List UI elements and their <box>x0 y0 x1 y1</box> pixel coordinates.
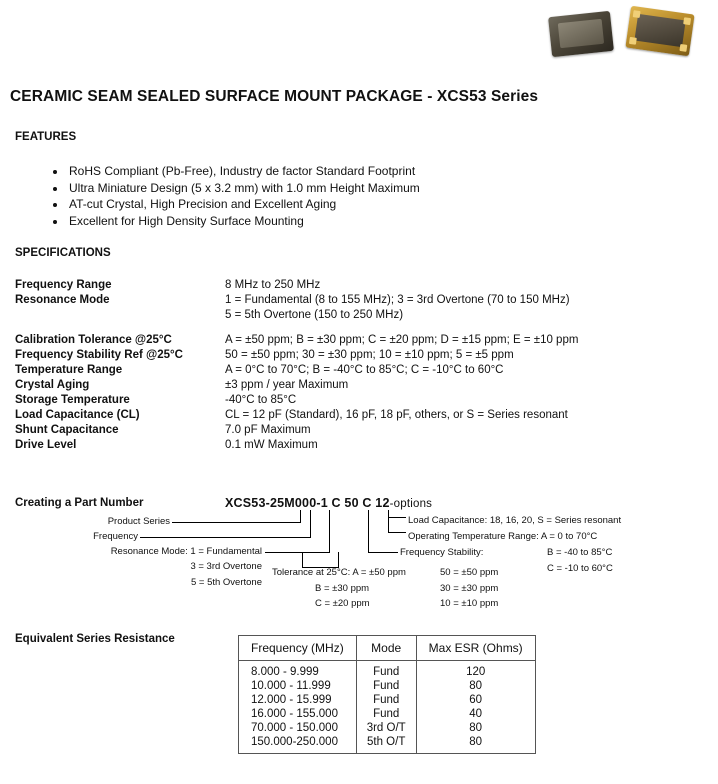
spec-label: Load Capacitance (CL) <box>15 409 140 421</box>
cell-frequency: 10.000 - 11.999 <box>239 679 357 693</box>
leader-line <box>388 532 406 533</box>
cell-esr: 80 <box>416 735 535 754</box>
spec-row <box>15 378 705 393</box>
leader-line <box>140 537 310 538</box>
pn-label-load-capacitance: Load Capacitance: 18, 16, 20, S = Series resonant <box>408 515 622 526</box>
list-item: • Ultra Miniature Design (5 x 3.2 mm) with 1.0 mm Height Maximum <box>67 180 420 197</box>
cell-esr: 80 <box>416 721 535 735</box>
leader-line <box>388 517 406 518</box>
leader-line <box>368 552 398 553</box>
cell-mode: 5th O/T <box>356 735 416 754</box>
pn-label-tolerance-c: C = ±20 ppm <box>315 598 370 609</box>
package-lid <box>634 14 685 47</box>
cell-frequency: 16.000 - 155.000 <box>239 707 357 721</box>
esr-heading: Equivalent Series Resistance <box>15 633 175 645</box>
spec-row <box>15 438 705 453</box>
spec-value: 8 MHz to 250 MHz <box>225 279 321 291</box>
leader-line <box>310 510 311 538</box>
specifications-table <box>15 278 705 453</box>
spec-label: Calibration Tolerance @25°C <box>15 334 172 346</box>
spec-row <box>15 333 705 348</box>
table-row <box>239 679 536 693</box>
pn-label-temperature-c: C = -10 to 60°C <box>547 563 613 574</box>
table-row <box>239 735 536 754</box>
spec-label: Shunt Capacitance <box>15 424 119 436</box>
features-list <box>45 163 420 229</box>
column-header-max-esr: Max ESR (Ohms) <box>416 636 535 661</box>
spec-row <box>15 278 705 293</box>
pn-label-temperature: Operating Temperature Range: A = 0 to 70°C <box>408 531 598 542</box>
spec-row <box>15 308 705 323</box>
cell-mode: Fund <box>356 707 416 721</box>
spec-value: CL = 12 pF (Standard), 16 pF, 18 pF, others, or S = Series resonant <box>225 409 568 421</box>
part-number-options: -options <box>389 498 433 510</box>
solder-pad <box>633 10 641 18</box>
spec-label: Resonance Mode <box>15 294 110 306</box>
list-item: • AT-cut Crystal, High Precision and Excellent Aging <box>67 196 420 213</box>
spec-value: A = 0°C to 70°C; B = -40°C to 85°C; C = -10°C to 60°C <box>225 364 504 376</box>
solder-pad <box>683 17 691 25</box>
cell-frequency: 8.000 - 9.999 <box>239 661 357 680</box>
cell-mode: Fund <box>356 661 416 680</box>
part-number-heading: Creating a Part Number <box>15 497 144 509</box>
pn-label-frequency: Frequency <box>93 531 138 542</box>
pn-label-resonance-3rd: 3 = 3rd Overtone <box>190 561 262 572</box>
specifications-heading: SPECIFICATIONS <box>15 247 111 259</box>
cell-mode: Fund <box>356 693 416 707</box>
pn-label-tolerance-b: B = ±30 ppm <box>315 583 370 594</box>
spec-value: 50 = ±50 ppm; 30 = ±30 ppm; 10 = ±10 ppm; 5 = ±5 ppm <box>225 349 514 361</box>
cell-frequency: 12.000 - 15.999 <box>239 693 357 707</box>
solder-pad <box>679 44 687 52</box>
pn-label-tolerance: Tolerance at 25°C: A = ±50 ppm <box>272 567 406 578</box>
cell-frequency: 150.000-250.000 <box>239 735 357 754</box>
spec-value: A = ±50 ppm; B = ±30 ppm; C = ±20 ppm; D = ±15 ppm; E = ±10 ppm <box>225 334 579 346</box>
spec-value: 5 = 5th Overtone (150 to 250 MHz) <box>225 309 404 321</box>
spec-row <box>15 423 705 438</box>
spacer <box>15 323 705 333</box>
leader-line <box>300 510 301 523</box>
cell-esr: 60 <box>416 693 535 707</box>
spec-label: Storage Temperature <box>15 394 130 406</box>
pn-label-resonance-5th: 5 = 5th Overtone <box>190 577 262 588</box>
pn-label-temperature-b: B = -40 to 85°C <box>547 547 613 558</box>
spec-row <box>15 293 705 308</box>
pn-label-product-series: Product Series <box>107 516 170 527</box>
pn-label-stability-10: 10 = ±10 ppm <box>440 598 499 609</box>
leader-line <box>368 510 369 553</box>
spec-label: Frequency Stability Ref @25°C <box>15 349 183 361</box>
column-header-frequency: Frequency (MHz) <box>239 636 357 661</box>
pn-label-stability: Frequency Stability: <box>400 547 484 558</box>
cell-frequency: 70.000 - 150.000 <box>239 721 357 735</box>
spec-label: Crystal Aging <box>15 379 90 391</box>
table-row <box>239 693 536 707</box>
table-row <box>239 707 536 721</box>
list-item: • RoHS Compliant (Pb-Free), Industry de factor Standard Footprint <box>67 163 420 180</box>
table-row <box>239 661 536 680</box>
pn-label-stability-50: 50 = ±50 ppm <box>440 567 499 578</box>
cell-esr: 80 <box>416 679 535 693</box>
table-row <box>239 721 536 735</box>
features-heading: FEATURES <box>15 131 77 143</box>
esr-table <box>238 635 536 754</box>
part-number-value: XCS53-25M000-1 C 50 C 12 <box>225 496 390 510</box>
pn-label-stability-30: 30 = ±30 ppm <box>440 583 499 594</box>
table-header-row <box>239 636 536 661</box>
leader-line <box>329 510 330 553</box>
spec-row <box>15 363 705 378</box>
spec-value: -40°C to 85°C <box>225 394 297 406</box>
crystal-package-photo-dark <box>548 11 614 57</box>
spec-value: ±3 ppm / year Maximum <box>225 379 349 391</box>
spec-row <box>15 393 705 408</box>
cell-mode: 3rd O/T <box>356 721 416 735</box>
spec-label <box>15 308 225 323</box>
crystal-package-photo-gold <box>625 6 694 56</box>
cell-esr: 120 <box>416 661 535 680</box>
spec-row <box>15 348 705 363</box>
leader-line <box>265 552 329 553</box>
cell-esr: 40 <box>416 707 535 721</box>
list-item: • Excellent for High Density Surface Mounting <box>67 213 420 230</box>
solder-pad <box>629 37 637 45</box>
cell-mode: Fund <box>356 679 416 693</box>
page-title: CERAMIC SEAM SEALED SURFACE MOUNT PACKAGE - XCS53 Series <box>10 88 539 105</box>
leader-line <box>338 552 339 568</box>
package-lid <box>558 19 604 48</box>
spec-label: Frequency Range <box>15 279 112 291</box>
spec-value: 0.1 mW Maximum <box>225 439 318 451</box>
spec-label: Drive Level <box>15 439 77 451</box>
spec-label: Temperature Range <box>15 364 123 376</box>
spec-value: 7.0 pF Maximum <box>225 424 311 436</box>
product-photos <box>550 6 700 68</box>
column-header-mode: Mode <box>356 636 416 661</box>
part-number-code <box>225 496 432 510</box>
leader-line <box>172 522 300 523</box>
leader-line <box>388 510 389 518</box>
leader-line <box>302 552 303 568</box>
spec-row <box>15 408 705 423</box>
pn-label-resonance-mode: Resonance Mode: 1 = Fundamental <box>110 546 262 557</box>
spec-value: 1 = Fundamental (8 to 155 MHz); 3 = 3rd Overtone (70 to 150 MHz) <box>225 294 570 306</box>
